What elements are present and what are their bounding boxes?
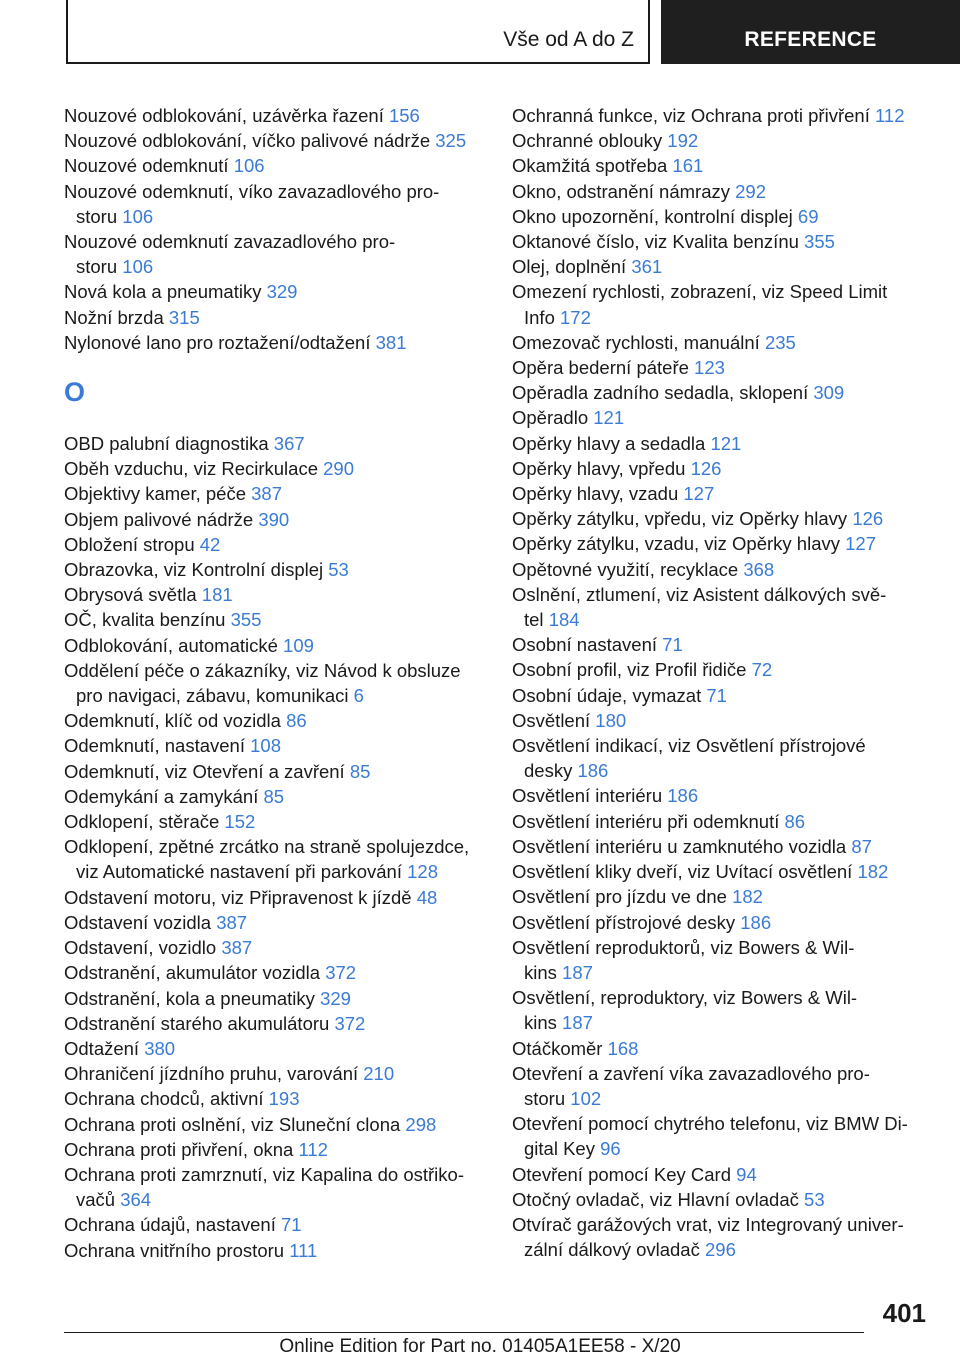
page-reference-link[interactable]: 325 [435,130,467,152]
index-entry-text: Nouzové odemknutí zavazadlového pro- [64,231,396,253]
index-entry [512,153,932,178]
index-entry-text: vačů [76,1189,116,1211]
index-entry [64,658,484,708]
page-reference-link[interactable]: 184 [548,609,580,631]
index-entry-text: Osobní údaje, vymazat [512,684,702,706]
index-entry-text: OBD palubní diagnostika [64,433,269,455]
index-entry-text: Opěradla zadního sedadla, sklopení [512,382,809,404]
page-reference-link[interactable]: 361 [631,256,663,278]
page-reference-link[interactable]: 186 [667,785,699,807]
index-entry-text: tel [524,609,544,631]
index-entry [64,229,484,279]
page-reference-link[interactable]: 381 [375,331,407,353]
index-entry-text: Okamžitá spotřeba [512,155,668,177]
index-entry [64,179,484,229]
index-entry-text: Otevření pomocí chytrého telefonu, viz BMW Di- [512,1113,908,1135]
page-reference-link[interactable]: 108 [250,735,282,757]
index-entry-text: Obložení stropu [64,533,195,555]
index-entry-text: Oddělení péče o zákazníky, viz Návod k obsluze [64,659,461,681]
page-reference-link[interactable]: 106 [233,155,265,177]
index-entry [64,1086,484,1111]
index-entry-text: kins [524,961,557,983]
index-entry [64,431,484,456]
page-reference-link[interactable]: 86 [784,810,806,832]
page-header [0,0,960,64]
page-reference-link[interactable]: 42 [199,533,221,555]
page-reference-link[interactable]: 182 [732,886,763,908]
index-entry-text: Okno, odstranění námrazy [512,180,730,202]
index-entry-text: Omezení rychlosti, zobrazení, viz Speed Limit [512,281,888,303]
page-reference-link[interactable]: 298 [405,1113,437,1135]
index-entry-text: Nylonové lano pro roztažení/odtažení [64,331,371,353]
index-entry-text: Otevření a zavření víka zavazadlového pro- [512,1062,870,1084]
index-entry-text: Otáčkoměr [512,1037,603,1059]
index-letter-heading: O [64,377,86,408]
page-reference-link[interactable]: 71 [662,634,683,656]
page-reference-link[interactable]: 380 [144,1037,176,1059]
chapter-tab [661,0,960,64]
index-entry-text: Otvírač garážových vrat, viz Integrovaný univer- [512,1213,904,1235]
index-entry [512,1061,932,1111]
page-reference-link[interactable]: 235 [764,331,796,353]
index-entry-text: Ochranná funkce, viz Ochrana proti přivření [512,105,870,126]
index-entry [512,1212,932,1262]
index-entry [64,481,484,506]
index-entry-text: Objem palivové nádrže [64,508,254,530]
index-entry-text: Nožní brzda [64,306,164,328]
page-reference-link[interactable]: 364 [120,1189,152,1211]
index-entry [64,128,484,153]
page-reference-link[interactable]: 192 [667,130,699,152]
index-entry-text: Osvětlení interiéru při odemknutí [512,810,780,832]
index-entry-text: Obrysová světla [64,584,197,606]
page-reference-link[interactable]: 86 [286,710,307,732]
index-entry [512,733,932,783]
index-entry [512,128,932,153]
index-entry-text: zální dálkový ovladač [524,1239,700,1261]
page-reference-link[interactable]: 53 [804,1188,825,1210]
footer-divider [64,1332,864,1333]
page-reference-link[interactable]: 372 [325,962,357,984]
index-entry-text: Omezovač rychlosti, manuální [512,331,760,353]
page-reference-link[interactable]: 315 [168,306,200,328]
page-reference-link[interactable]: 367 [273,433,305,455]
page-reference-link[interactable]: 292 [735,180,767,202]
index-entry-text: Opětovné využití, recyklace [512,558,739,580]
page-reference-link[interactable]: 96 [600,1138,621,1160]
index-entry [64,305,484,330]
index-entry [512,1187,932,1212]
page-reference-link[interactable]: 390 [258,508,290,530]
index-column-right [512,103,932,1262]
index-entry-text: Odemknutí, viz Otevření a zavření [64,760,345,782]
page-reference-link[interactable]: 94 [736,1163,757,1185]
page-reference-link[interactable]: 187 [562,1012,593,1034]
index-entry [512,506,932,531]
index-entry-text: Odstavení, vozidlo [64,937,217,959]
page-reference-link[interactable]: 111 [289,1239,318,1261]
index-entry-text: Nouzové odemknutí, víko zavazadlového pro- [64,180,440,202]
page-reference-link[interactable]: 6 [353,685,364,707]
index-entry [64,708,484,733]
page-reference-link[interactable]: 126 [690,457,722,479]
index-entry-text: Ochrana proti přivření, okna [64,1138,294,1160]
index-entry-text: Oslnění, ztlumení, viz Asistent dálkových svě- [512,583,887,605]
index-entry [64,1036,484,1061]
index-entry-text: Otevření pomocí Key Card [512,1163,732,1185]
index-entry [512,683,932,708]
index-entry [64,633,484,658]
index-entry-text: Oktanové číslo, viz Kvalita benzínu [512,231,799,253]
index-entry-text: Osvětlení reproduktorů, viz Bowers & Wil- [512,936,855,958]
index-entry [512,279,932,329]
index-entry [512,405,932,430]
chapter-label: REFERENCE [744,28,877,51]
index-entry [512,380,932,405]
index-entry [512,355,932,380]
index-entry-text: Odstranění starého akumulátoru [64,1012,330,1034]
page-reference-link[interactable]: 210 [363,1063,395,1085]
index-entry-text: Osobní profil, viz Profil řidiče [512,659,747,681]
index-entry-text: Osvětlení pro jízdu ve dne [512,886,727,908]
index-entry [64,809,484,834]
index-entry-text: storu [76,256,118,278]
page-reference-link[interactable]: 69 [797,205,819,227]
page-reference-link[interactable]: 85 [349,760,371,782]
page-reference-link[interactable]: 121 [593,407,625,429]
index-entry [64,960,484,985]
index-column-left [64,103,484,1263]
index-entry [64,1061,484,1086]
index-entry-text: OČ, kvalita benzínu [64,609,226,631]
index-entry-text: storu [76,205,118,227]
page-reference-link[interactable]: 71 [281,1214,302,1236]
page-reference-link[interactable]: 71 [706,684,727,706]
page-reference-link[interactable]: 156 [388,105,420,126]
page-reference-link[interactable]: 387 [216,911,248,933]
index-entry [64,1011,484,1036]
page-reference-link[interactable]: 112 [298,1138,328,1160]
page-reference-link[interactable]: 180 [595,709,627,731]
index-entry-text: Nouzové odemknutí [64,155,229,177]
index-entry [512,431,932,456]
index-entry [512,632,932,657]
index-entry-text: Odstavení vozidla [64,911,212,933]
footer-edition-text: Online Edition for Part no. 01405A1EE58 - X/20 [279,1336,681,1357]
index-entry-text: Nouzové odblokování, víčko palivové nádrže [64,130,431,152]
index-entry-text: pro navigaci, zábavu, komunikaci [76,685,349,707]
page-reference-link[interactable]: 355 [230,609,262,631]
index-entry-text: Osvětlení kliky dveří, viz Uvítací osvětlení [512,861,853,883]
index-entry [512,783,932,808]
index-entry [512,935,932,985]
index-entry [64,1238,484,1263]
index-entry-text: Odstavení motoru, viz Připravenost k jízdě [64,886,412,908]
page-number: 401 [882,1298,926,1328]
index-entry-text: Nová kola a pneumatiky [64,281,262,303]
index-entry-text: Odemykání a zamykání [64,785,259,807]
page-reference-link[interactable]: 85 [263,785,285,807]
index-entry-text: Opěrky hlavy, vzadu [512,483,679,505]
index-entry-text: Opěra bederní páteře [512,357,689,379]
index-entry [64,557,484,582]
section-tab [66,0,650,64]
index-entry-text: Obrazovka, viz Kontrolní displej [64,559,324,581]
index-entry [512,859,932,884]
index-entry-text: Oběh vzduchu, viz Recirkulace [64,458,318,480]
page-reference-link[interactable]: 127 [845,533,876,555]
index-entry [64,532,484,557]
index-entry-text: Odblokování, automatické [64,634,278,656]
page-reference-link[interactable]: 309 [813,382,845,404]
index-entry-text: Opěrky zátylku, vzadu, viz Opěrky hlavy [512,533,840,555]
index-entry [64,910,484,935]
index-entry-text: Opěrky hlavy a sedadla [512,432,706,454]
index-entry [64,1137,484,1162]
index-entry-text: storu [524,1087,566,1109]
index-entry-text: Osobní nastavení [512,634,658,656]
index-entry [512,1036,932,1061]
index-entry [512,330,932,355]
index-entry-text: Ohraničení jízdního pruhu, varování [64,1063,359,1085]
index-entry-text: Osvětlení [512,709,591,731]
index-entry-text: Odklopení, stěrače [64,811,220,833]
index-entry-text: Odklopení, zpětné zrcátko na straně spolujezdce, [64,836,470,858]
index-entry-text: Objektivy kamer, péče [64,483,246,505]
index-entry [512,456,932,481]
page-reference-link[interactable]: 355 [804,231,835,253]
index-entry [512,582,932,632]
index-entry-text: Ochranné oblouky [512,130,663,152]
index-entry [64,153,484,178]
index-entry [64,456,484,481]
index-entry-text: Opěrky hlavy, vpředu [512,457,686,479]
page-reference-link[interactable]: 109 [283,634,314,656]
index-entry-text: Ochrana proti oslnění, viz Sluneční clona [64,1113,401,1135]
index-entry [64,1112,484,1137]
index-entry [64,1162,484,1212]
index-entry [64,733,484,758]
index-entry [64,1212,484,1237]
index-entry-text: Odstranění, kola a pneumatiky [64,987,315,1009]
index-entry [512,179,932,204]
page-reference-link[interactable]: 387 [221,937,253,959]
index-entry-text: desky [524,760,573,782]
index-entry-text: Ochrana vnitřního prostoru [64,1239,285,1261]
index-entry-text: Ochrana proti zamrznutí, viz Kapalina do ostřiko- [64,1163,464,1185]
page-reference-link[interactable]: 106 [122,205,154,227]
index-entry [64,784,484,809]
page-reference-link[interactable]: 172 [560,306,591,328]
index-entry [512,809,932,834]
page-reference-link[interactable]: 181 [201,584,233,606]
page-reference-link[interactable]: 372 [334,1012,366,1034]
page-reference-link[interactable]: 112 [874,105,905,126]
index-entry [512,910,932,935]
page-reference-link[interactable]: 187 [562,961,593,983]
index-entry-text: Info [524,306,555,328]
index-entry-text: Opěrky zátylku, vpředu, viz Opěrky hlavy [512,508,848,530]
section-label: Vše od A do Z [503,28,634,51]
page-reference-link[interactable]: 152 [224,811,256,833]
page-reference-link[interactable]: 368 [743,558,775,580]
page-reference-link[interactable]: 87 [851,835,872,857]
index-entry-text: kins [524,1012,557,1034]
index-entry [512,1162,932,1187]
page-reference-link[interactable]: 48 [416,886,438,908]
index-entry-text: Odtažení [64,1037,140,1059]
index-entry [512,229,932,254]
page-reference-link[interactable]: 126 [852,508,884,530]
index-entry-text: Olej, doplnění [512,256,627,278]
index-entry-text: Nouzové odblokování, uzávěrka řazení [64,105,384,126]
index-entry [512,204,932,229]
index-entry-text: Osvětlení indikací, viz Osvětlení přístrojové [512,735,866,757]
index-entry [64,279,484,304]
index-entry [512,834,932,859]
page-reference-link[interactable]: 290 [323,458,354,480]
index-entry [512,1111,932,1161]
page-reference-link[interactable]: 123 [694,357,725,379]
index-entry-text: Osvětlení, reproduktory, viz Bowers & Wil- [512,987,858,1009]
index-entry [64,885,484,910]
index-entry-text: viz Automatické nastavení při parkování [76,861,402,883]
page-reference-link[interactable]: 106 [122,256,154,278]
index-entry-text: Odemknutí, nastavení [64,735,245,757]
index-entry [64,330,484,355]
page-reference-link[interactable]: 182 [857,861,889,883]
page-reference-link[interactable]: 387 [251,483,283,505]
index-entry [512,985,932,1035]
page-reference-link[interactable]: 127 [683,483,715,505]
page-reference-link[interactable]: 102 [570,1087,602,1109]
page-reference-link[interactable]: 168 [607,1037,639,1059]
page-reference-link[interactable]: 72 [751,659,773,681]
index-entry [512,531,932,556]
index-entry [512,481,932,506]
index-entry [512,657,932,682]
page-reference-link[interactable]: 329 [320,987,351,1009]
page-reference-link[interactable]: 161 [672,155,704,177]
index-entry-text: Osvětlení interiéru [512,785,663,807]
index-entry [64,759,484,784]
index-entry-text: Okno upozornění, kontrolní displej [512,205,793,227]
index-entry [64,103,484,128]
index-entry-text: Odstranění, akumulátor vozidla [64,962,321,984]
index-entry [64,582,484,607]
page-reference-link[interactable]: 53 [328,559,349,581]
index-entry-text: Osvětlení interiéru u zamknutého vozidla [512,835,847,857]
page-reference-link[interactable]: 128 [407,861,438,883]
index-entry-text: gital Key [524,1138,595,1160]
page-reference-link[interactable]: 186 [740,911,772,933]
index-entry-text: Otočný ovladač, viz Hlavní ovladač [512,1188,799,1210]
page-reference-link[interactable]: 193 [268,1088,300,1110]
index-entry [64,935,484,960]
page-reference-link[interactable]: 296 [705,1239,736,1261]
index-entry [64,986,484,1011]
index-entry-text: Ochrana údajů, nastavení [64,1214,276,1236]
index-entry-text: Odemknutí, klíč od vozidla [64,710,281,732]
index-entry-text: Osvětlení přístrojové desky [512,911,736,933]
index-entry [512,103,932,128]
page-reference-link[interactable]: 121 [710,432,742,454]
index-entry-text: Ochrana chodců, aktivní [64,1088,264,1110]
index-entry [512,884,932,909]
index-entry [64,834,484,884]
index-entry [512,557,932,582]
index-entry [512,708,932,733]
index-entry [64,507,484,532]
page-reference-link[interactable]: 186 [577,760,609,782]
index-entry [64,607,484,632]
index-entry-text: Opěradlo [512,407,589,429]
page-reference-link[interactable]: 329 [266,281,298,303]
index-entry [512,254,932,279]
